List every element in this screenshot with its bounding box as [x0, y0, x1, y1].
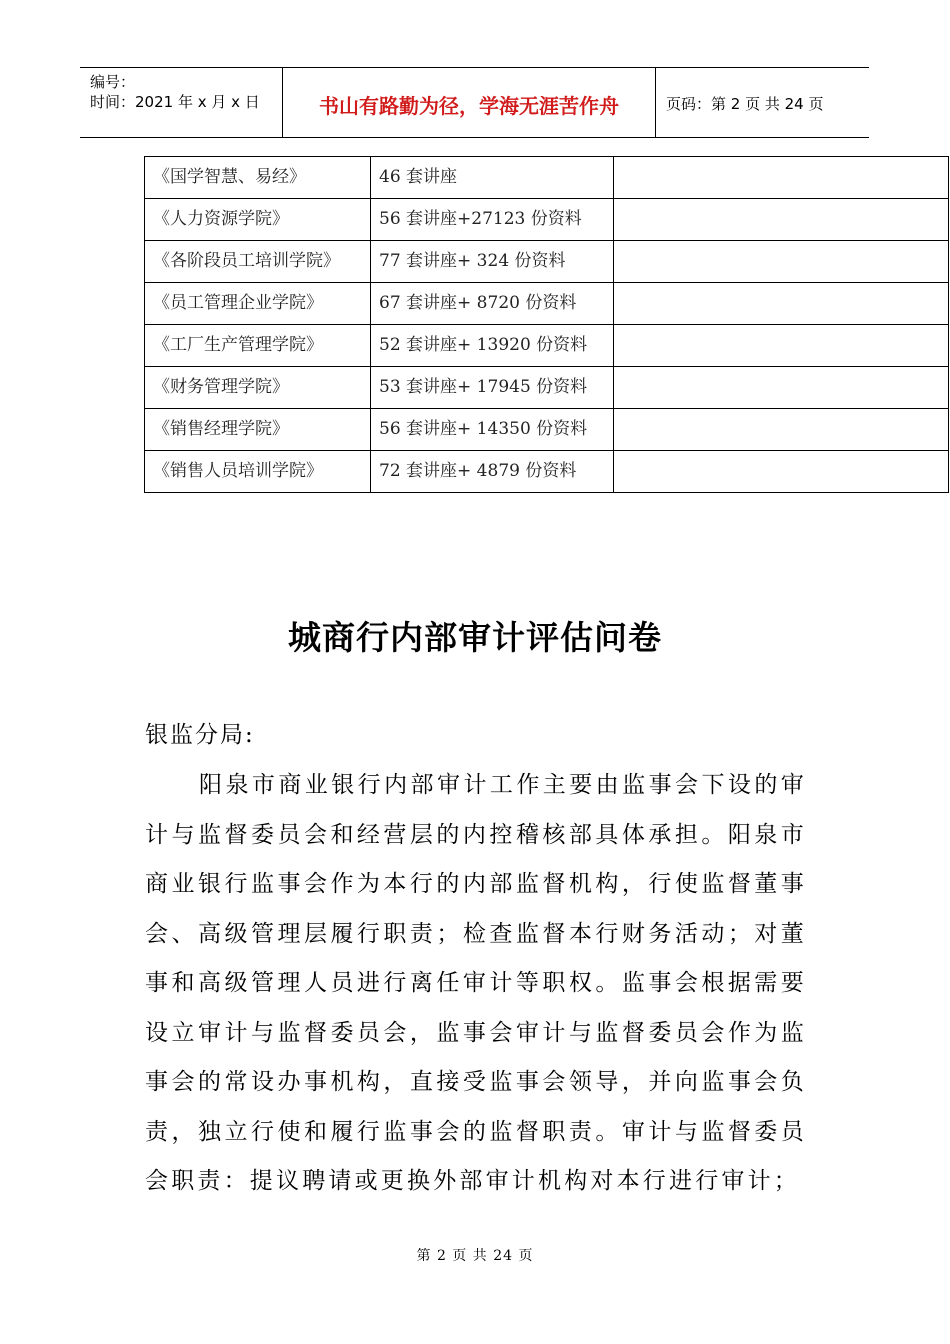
course-name-cell: 《各阶段员工培训学院》 [145, 241, 371, 283]
header-motto-cell [283, 68, 656, 137]
course-content-cell: 46 套讲座 [371, 157, 614, 199]
course-name-cell: 《员工管理企业学院》 [145, 283, 371, 325]
page-header [80, 67, 869, 138]
doc-number-label: 编号： [90, 73, 136, 91]
table-row [145, 325, 949, 367]
table-row [145, 451, 949, 493]
course-name-cell: 《财务管理学院》 [145, 367, 371, 409]
course-note-cell [614, 199, 949, 241]
table-row [145, 283, 949, 325]
course-library-table [144, 156, 949, 493]
course-name-cell: 《销售人员培训学院》 [145, 451, 371, 493]
header-page-info: 页码：第 2 页 共 24 页 [666, 95, 824, 113]
course-note-cell [614, 157, 949, 199]
document-title: 城商行内部审计评估问卷 [288, 618, 662, 657]
table-row [145, 241, 949, 283]
course-note-cell [614, 325, 949, 367]
table-row [145, 157, 949, 199]
course-note-cell [614, 367, 949, 409]
addressee: 银监分局: [145, 722, 255, 748]
course-note-cell [614, 283, 949, 325]
course-name-cell: 《国学智慧、易经》 [145, 157, 371, 199]
header-meta-cell [80, 68, 283, 137]
motto: 书山有路勤为径，学海无涯苦作舟 [319, 94, 619, 118]
course-content-cell: 72 套讲座+ 4879 份资料 [371, 451, 614, 493]
page-footer: 第 2 页 共 24 页 [416, 1248, 534, 1264]
header-page-cell [656, 68, 869, 137]
course-name-cell: 《工厂生产管理学院》 [145, 325, 371, 367]
doc-date: 时间：2021 年 x 月 x 日 [90, 93, 260, 111]
table-row [145, 199, 949, 241]
course-content-cell: 52 套讲座+ 13920 份资料 [371, 325, 614, 367]
body-paragraph: 阳泉市商业银行内部审计工作主要由监事会下设的审计与监督委员会和经营层的内控稽核部具体承担。阳泉市商业银行监事会作为本行的内部监督机构，行使监督董事会、高级管理层履行职责；检查监督本行财务活动；对董事和高级管理人员进行离任审计等职权。监事会根据需要设立审计与监督委员会，监事会审计与监督委员会作为监事会的常设办事机构，直接受监事会领导，并向监事会负责，独立行使和履行监事会的监督职责。审计与监督委员会职责：提议聘请或更换外部审计机构对本行进行审计； [145, 772, 807, 1194]
course-name-cell: 《人力资源学院》 [145, 199, 371, 241]
course-name-cell: 《销售经理学院》 [145, 409, 371, 451]
table-row [145, 367, 949, 409]
course-content-cell: 77 套讲座+ 324 份资料 [371, 241, 614, 283]
table-row [145, 409, 949, 451]
course-note-cell [614, 451, 949, 493]
course-content-cell: 56 套讲座+27123 份资料 [371, 199, 614, 241]
course-note-cell [614, 241, 949, 283]
course-content-cell: 53 套讲座+ 17945 份资料 [371, 367, 614, 409]
course-content-cell: 67 套讲座+ 8720 份资料 [371, 283, 614, 325]
course-content-cell: 56 套讲座+ 14350 份资料 [371, 409, 614, 451]
course-note-cell [614, 409, 949, 451]
